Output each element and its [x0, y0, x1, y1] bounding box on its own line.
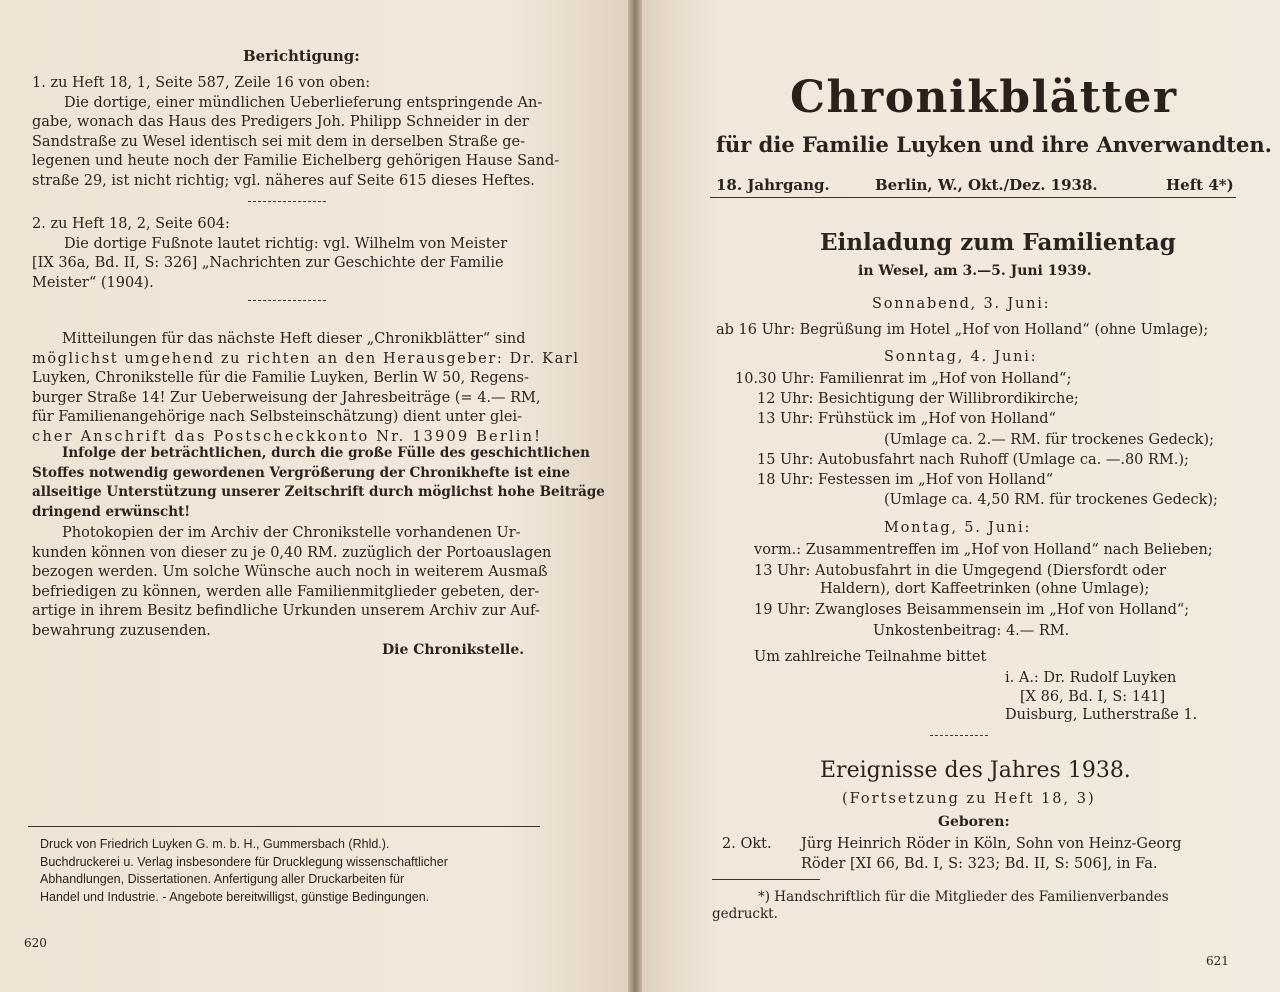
- appeal-line: dringend erwünscht!: [32, 503, 191, 520]
- page-number-right: 621: [1206, 954, 1229, 968]
- footnote-line: gedruckt.: [712, 906, 778, 922]
- signer-line: Duisburg, Lutherstraße 1.: [1005, 707, 1198, 723]
- appeal-line: Stoffes notwendig gewordenen Vergrößerung der Chronikhefte ist eine: [32, 464, 571, 481]
- masthead-title: Chronikblätter: [790, 72, 1178, 123]
- corrections-heading: Berichtigung:: [243, 47, 360, 65]
- imprint-line: Buchdruckerei u. Verlag insbesondere für Drucklegung wissenschaftlicher: [40, 854, 448, 869]
- correction-2-line: [IX 36a, Bd. II, S: 326] „Nachrichten zur Geschichte der Familie: [32, 255, 504, 271]
- event-date: 2. Okt.: [722, 836, 772, 852]
- photokopien-line: befriedigen zu können, werden alle Familienmitglieder gebeten, der-: [32, 583, 540, 600]
- issue-number: Heft 4*): [1166, 176, 1234, 194]
- day-heading-sunday: Sonntag, 4. Juni:: [884, 349, 1038, 365]
- separator: [248, 201, 326, 202]
- mitteilungen-line: Luyken, Chronikstelle für die Familie Luyken, Berlin W 50, Regens-: [32, 370, 529, 386]
- correction-2-line: Die dortige Fußnote lautet richtig: vgl. Wilhelm von Meister: [64, 235, 508, 252]
- left-page: [0, 0, 630, 992]
- signature: Die Chronikstelle.: [382, 642, 525, 658]
- mitteilungen-line: möglichst umgehend zu richten an den Herausgeber: Dr. Karl: [32, 350, 580, 367]
- program-item: 19 Uhr: Zwangloses Beisammensein im „Hof von Holland“;: [754, 602, 1190, 618]
- photokopien-line: Photokopien der im Archiv der Chronikstelle vorhandenen Ur-: [62, 525, 521, 541]
- invitation-title: Einladung zum Familientag: [820, 229, 1176, 256]
- photokopien-line: kunden können von dieser zu je 0,40 RM. zuzüglich der Portoauslagen: [32, 544, 552, 561]
- program-item: vorm.: Zusammentreffen im „Hof von Holland“ nach Belieben;: [754, 542, 1213, 558]
- imprint-rule: [28, 826, 540, 827]
- separator: [930, 735, 988, 736]
- event-line: Jürg Heinrich Röder in Köln, Sohn von Heinz-Georg: [801, 836, 1182, 852]
- program-item: Haldern), dort Kaffeetrinken (ohne Umlage);: [820, 581, 1150, 597]
- correction-item-1: [32, 74, 560, 191]
- program-item: 18 Uhr: Festessen im „Hof von Holland“: [757, 472, 1054, 488]
- program-item: (Umlage ca. 2.— RM. für trockenes Gedeck);: [884, 432, 1214, 448]
- correction-1-ref: 1. zu Heft 18, 1, Seite 587, Zeile 16 von oben:: [32, 75, 371, 91]
- masthead-subtitle: für die Familie Luyken und ihre Anverwandten.: [716, 132, 1272, 157]
- correction-2-ref: 2. zu Heft 18, 2, Seite 604:: [32, 216, 230, 232]
- photokopien-line: bezogen werden. Um solche Wünsche auch noch in weiterem Ausmaß: [32, 564, 548, 580]
- program-item: (Umlage ca. 4,50 RM. für trockenes Gedeck);: [884, 492, 1218, 508]
- issue-volume: 18. Jahrgang.: [716, 176, 830, 194]
- masthead-rule: [710, 197, 1236, 198]
- correction-1-line: gabe, wonach das Haus des Predigers Joh. Philipp Schneider in der: [32, 114, 529, 130]
- printer-imprint: [40, 836, 540, 906]
- signer-line: [X 86, Bd. I, S: 141]: [1020, 689, 1166, 705]
- program-item: ab 16 Uhr: Begrüßung im Hotel „Hof von Holland“ (ohne Umlage);: [716, 322, 1209, 338]
- program-item: 12 Uhr: Besichtigung der Willibrordikirche;: [757, 391, 1079, 407]
- footnote-rule: [712, 879, 820, 880]
- request-line: Um zahlreiche Teilnahme bittet: [754, 649, 987, 665]
- day-heading-saturday: Sonnabend, 3. Juni:: [872, 296, 1051, 312]
- photokopien-line: artige in ihrem Besitz befindliche Urkunden unserem Archiv zur Auf-: [32, 603, 540, 619]
- correction-1-line: straße 29, ist nicht richtig; vgl. näheres auf Seite 615 dieses Heftes.: [32, 172, 535, 189]
- program-item: 10.30 Uhr: Familienrat im „Hof von Holland“;: [735, 371, 1072, 387]
- book-gutter: [628, 0, 642, 992]
- signer-line: i. A.: Dr. Rudolf Luyken: [1005, 670, 1177, 686]
- imprint-line: Druck von Friedrich Luyken G. m. b. H., Gummersbach (Rhld.).: [40, 837, 390, 851]
- events-continuation: (Fortsetzung zu Heft 18, 3): [842, 791, 1096, 807]
- correction-1-line: Die dortige, einer mündlichen Ueberlieferung entspringende An-: [64, 94, 543, 111]
- photokopien-paragraph: [32, 524, 552, 641]
- day-heading-monday: Montag, 5. Juni:: [884, 520, 1032, 536]
- appeal-paragraph: [32, 444, 605, 522]
- separator: [248, 300, 326, 301]
- footnote-line: *) Handschriftlich für die Mitglieder des Familienverbandes: [758, 889, 1169, 905]
- imprint-line: Handel und Industrie. - Angebote bereitwilligst, günstige Bedingungen.: [40, 889, 430, 904]
- born-heading: Geboren:: [938, 814, 1010, 830]
- correction-item-2: [32, 215, 546, 293]
- mitteilungen-line: burger Straße 14! Zur Ueberweisung der Jahresbeiträge (= 4.— RM,: [32, 389, 541, 406]
- program-item: 15 Uhr: Autobusfahrt nach Ruhoff (Umlage ca. —.80 RM.);: [757, 452, 1189, 468]
- invitation-subtitle: in Wesel, am 3.—5. Juni 1939.: [858, 263, 1092, 279]
- imprint-line: Abhandlungen, Dissertationen. Anfertigung aller Druckarbeiten für: [40, 872, 405, 886]
- mitteilungen-line: Mitteilungen für das nächste Heft dieser „Chronikblätter“ sind: [62, 331, 526, 347]
- mitteilungen-paragraph: [32, 330, 580, 447]
- mitteilungen-line: cher Anschrift das Postscheckkonto Nr. 13909 Berlin!: [32, 428, 543, 445]
- mitteilungen-line: für Familienangehörige nach Selbsteinschätzung) dient unter glei-: [32, 409, 522, 425]
- appeal-line: allseitige Unterstützung unserer Zeitschrift durch möglichst hohe Beiträge: [32, 484, 605, 500]
- correction-2-line: Meister“ (1904).: [32, 274, 154, 291]
- fee-line: Unkostenbeitrag: 4.— RM.: [873, 623, 1070, 639]
- issue-place-date: Berlin, W., Okt./Dez. 1938.: [875, 176, 1098, 194]
- photokopien-line: bewahrung zuzusenden.: [32, 622, 211, 639]
- correction-1-line: Sandstraße zu Wesel identisch sei mit dem in derselben Straße ge-: [32, 133, 526, 150]
- page-number-left: 620: [24, 936, 47, 950]
- event-line: Röder [XI 66, Bd. I, S: 323; Bd. II, S: 506], in Fa.: [801, 856, 1158, 872]
- appeal-line: Infolge der beträchtlichen, durch die große Fülle des geschichtlichen: [62, 445, 590, 461]
- correction-1-line: legenen und heute noch der Familie Eichelberg gehörigen Hause Sand-: [32, 153, 560, 169]
- program-item: 13 Uhr: Autobusfahrt in die Umgegend (Diersfordt oder: [754, 563, 1166, 579]
- events-title: Ereignisse des Jahres 1938.: [820, 758, 1131, 783]
- program-item: 13 Uhr: Frühstück im „Hof von Holland“: [757, 411, 1056, 427]
